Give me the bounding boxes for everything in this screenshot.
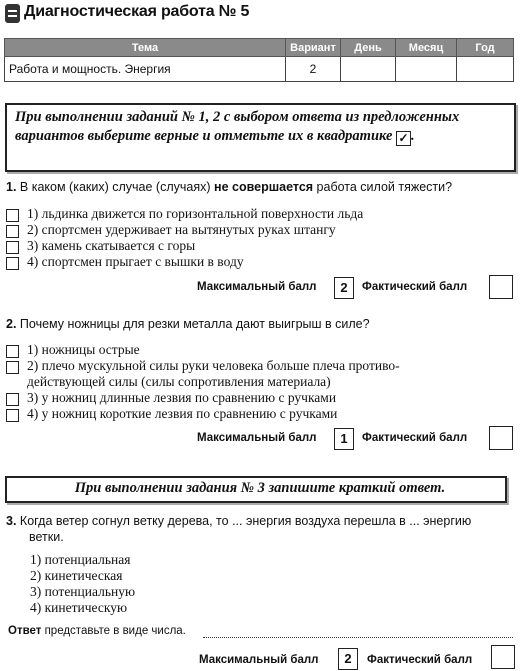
instruction-short-answer: При выполнении задания № 3 запишите краткий ответ. [5,476,507,503]
answer-label [8,625,186,637]
instruction-choice: При выполнении заданий № 1, 2 с выбором ответа из предложенных вариантов выберите верные и отметьте их в квадратике ✓ . [5,103,516,172]
variant-cell[interactable]: 2 [286,57,341,82]
q3-max-score: 2 [338,648,358,670]
q1-option-1-checkbox[interactable] [6,209,19,222]
list-icon [5,4,20,23]
q3-fact-score-label: Фактический балл [367,654,473,666]
question-3-text-continued: ветки. [29,530,64,544]
answer-label-bold: Ответ [8,625,42,637]
table-header-row [5,39,514,57]
q2-option-2: 2) плечо мускульной силы руки человека больше плеча противо- [27,358,400,373]
q1-max-score: 2 [334,277,354,299]
question-number: 1. [6,180,17,194]
q2-option-3: 3) у ножниц длинные лезвия по сравнению с ручками [27,390,337,405]
q2-option-3-checkbox[interactable] [6,393,19,406]
q2-fact-score-input[interactable] [489,426,513,450]
q1-option-3: 3) камень скатывается с горы [27,238,196,253]
question-number: 3. [6,514,17,528]
q2-max-score-label: Максимальный балл [197,432,317,444]
checked-square-icon [396,131,411,146]
page-title: Диагностическая работа № 5 [24,3,250,20]
question-emphasis: не совершается [214,180,314,194]
answer-label-text: представьте в виде числа. [44,625,186,637]
q3-max-score-label: Максимальный балл [199,654,319,666]
header-year: Год [457,39,514,57]
question-text: Когда ветер согнул ветку дерева, то ... энергия воздуха перешла в ... энергию [19,514,472,528]
question-text: В каком (каких) случае (случаях) [19,180,211,194]
question-1-text [6,179,516,196]
table-row [5,57,514,82]
header-day: День [341,39,396,57]
q2-option-1-checkbox[interactable] [6,345,19,358]
q3-option-3: 3) потенциальную [30,584,136,599]
q2-fact-score-label: Фактический балл [362,432,468,444]
question-3-text [6,513,518,530]
q1-option-1: 1) льдинка движется по горизонтальной поверхности льда [27,206,364,221]
header-month: Месяц [396,39,457,57]
q2-option-1: 1) ножницы острые [27,342,140,357]
q1-option-4: 4) спортсмен прыгает с вышки в воду [27,254,244,269]
check-mark-icon: ✓ [398,131,409,145]
q2-option-4: 4) у ножниц короткие лезвия по сравнению с ручками [27,406,338,421]
q1-max-score-label: Максимальный балл [197,281,317,293]
q1-option-2-checkbox[interactable] [6,225,19,238]
q1-option-4-checkbox[interactable] [6,257,19,270]
q2-option-4-checkbox[interactable] [6,409,19,422]
month-cell[interactable] [396,57,457,82]
q1-option-2: 2) спортсмен удерживает на вытянутых руках штангу [27,222,336,237]
q3-option-2: 2) кинетическая [30,568,123,583]
day-cell[interactable] [341,57,396,82]
q1-fact-score-input[interactable] [489,275,513,299]
q1-fact-score-label: Фактический балл [362,281,468,293]
question-text: работа силой тяжести? [316,180,453,194]
q3-fact-score-input[interactable] [491,645,515,669]
question-number: 2. [6,317,17,331]
topic-cell: Работа и мощность. Энергия [5,57,286,82]
answer-field[interactable] [203,636,513,638]
q1-option-3-checkbox[interactable] [6,241,19,254]
q2-max-score: 1 [334,428,354,450]
header-topic: Тема [5,39,286,57]
q2-option-2-checkbox[interactable] [6,361,19,374]
year-cell[interactable] [457,57,514,82]
q3-option-1: 1) потенциальная [30,552,131,567]
q2-option-2-continued: действующей силы (силы сопротивления материала) [27,374,331,389]
info-table [4,38,514,82]
q3-option-4: 4) кинетическую [30,600,128,615]
instruction-choice-text: При выполнении заданий № 1, 2 с выбором ответа из предложенных вариантов выберите верные и отметьте их в квадратике [15,109,460,144]
header-variant: Вариант [286,39,341,57]
question-text: Почему ножницы для резки металла дают выигрыш в силе? [19,317,370,331]
question-2-text [6,316,516,333]
